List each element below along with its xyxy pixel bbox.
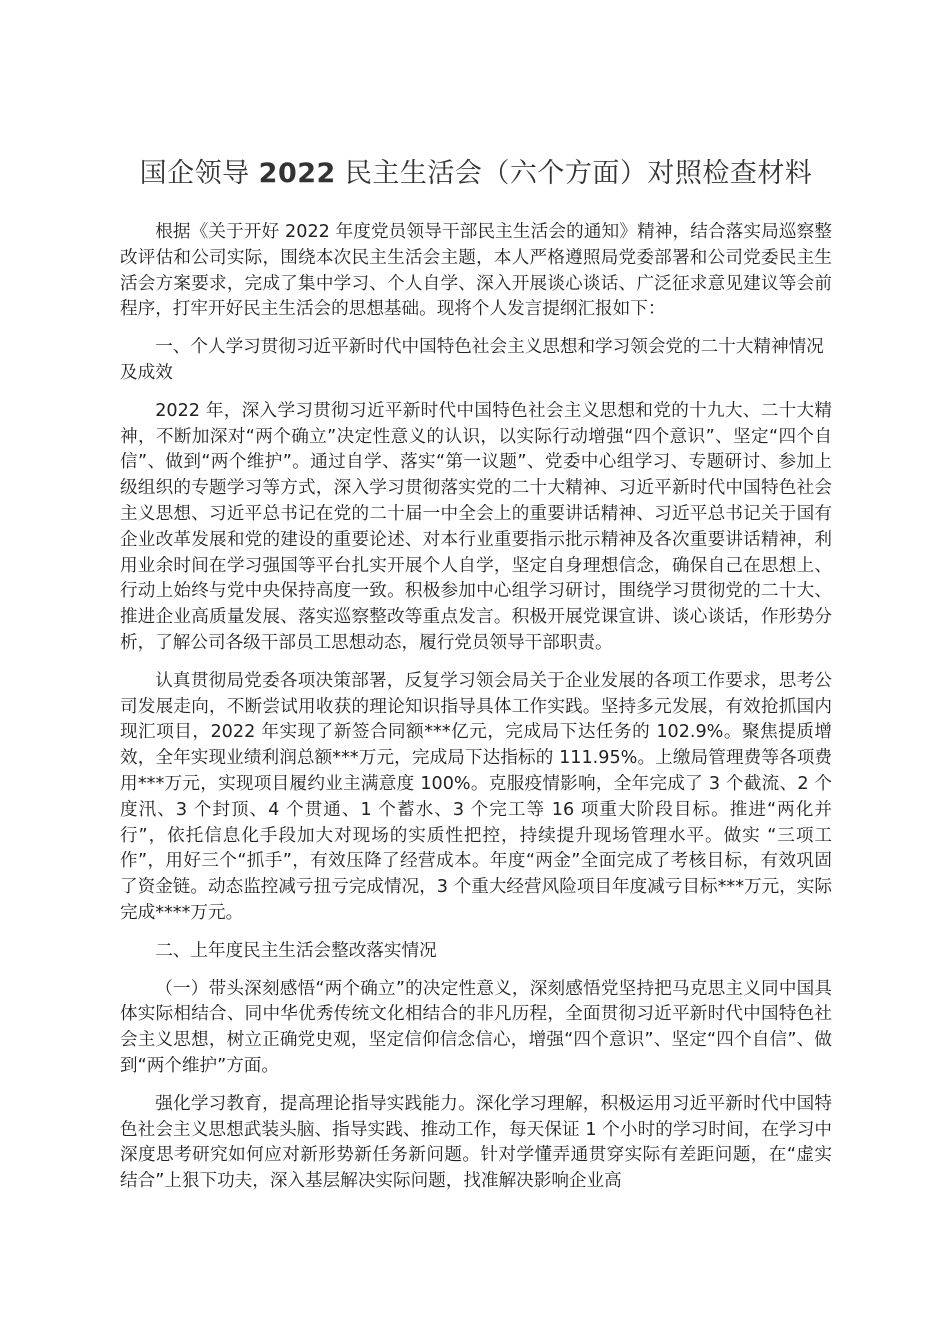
section-2-paragraph-1: （一）带头深刻感悟“两个确立”的决定性意义，深刻感悟党坚持把马克思主义同中国具体实际相结合、同中华优秀传统文化相结合的非凡历程，全面贯彻习近平新时代中国特色社会主义思想，树立正确党史观，坚定信仰信念信心，增强“四个意识”、坚定“四个自信”、做到“两个维护”方面。	[120, 978, 832, 1076]
section-2-heading: 二、上年度民主生活会整改落实情况	[155, 940, 437, 961]
document-title	[120, 150, 832, 198]
intro-paragraph: 根据《关于开好 2022 年度党员领导干部民主生活会的通知》精神，结合落实局巡察整改评估和公司实际，围绕本次民主生活会主题，本人严格遵照局党委部署和公司党委民主生活会方案要求，完成了集中学习、个人自学、深入开展谈心谈话、广泛征求意见建议等会前程序，打牢开好民主生活会的思想基础。现将个人发言提纲汇报如下：	[120, 222, 832, 320]
title-year: 2022	[258, 158, 336, 189]
section-1-heading: 一、个人学习贯彻习近平新时代中国特色社会主义思想和学习领会党的二十大精神情况及成效	[120, 337, 824, 383]
section-2-paragraph-2: 强化学习教育，提高理论指导实践能力。深化学习理解，积极运用习近平新时代中国特色社会主义思想武装头脑、指导实践、推动工作，每天保证 1 个小时的学习时间，在学习中深度思考研究如何应对新形势新任务新问题。针对学懂弄通贯穿实际有差距问题，在“虚实结合”上狠下功夫，深入基层解决实际问题，找准解决影响企业高	[120, 1093, 832, 1192]
title-prefix: 国企领导	[139, 158, 259, 189]
document-page	[120, 150, 832, 1207]
title-suffix: 民主生活会（六个方面）对照检查材料	[335, 158, 813, 189]
section-1-paragraph-1: 2022 年，深入学习贯彻习近平新时代中国特色社会主义思想和党的十九大、二十大精神，不断加深对“两个确立”决定性意义的认识，以实际行动增强“四个意识”、坚定“四个自信”、做到“两个维护”。通过自学、落实“第一议题”、党委中心组学习、专题研讨、参加上级组织的专题学习等方式，深入学习贯彻落实党的二十大精神、习近平新时代中国特色社会主义思想、习近平总书记在党的二十届一中全会上的重要讲话精神、习近平总书记关于国有企业改革发展和党的建设的重要论述、对本行业重要指示批示精神及各次重要讲话精神，利用业余时间在学习强国等平台扎实开展个人自学，坚定自身理想信念，确保自己在思想上、行动上始终与党中央保持高度一致。积极参加中心组学习研讨，围绕学习贯彻党的二十大、推进企业高质量发展、落实巡察整改等重点发言。积极开展党课宣讲、谈心谈话，作形势分析，了解公司各级干部员工思想动态，履行党员领导干部职责。	[120, 400, 832, 653]
section-1-paragraph-2: 认真贯彻局党委各项决策部署，反复学习领会局关于企业发展的各项工作要求，思考公司发展走向，不断尝试用收获的理论知识指导具体工作实践。坚持多元发展，有效抢抓国内现汇项目，2022 年实现了新签合同额***亿元，完成局下达任务的 102.9%。聚焦提质增效，全年实现业绩利润总额***万元，完成局下达指标的 111.95%。上缴局管理费等各项费用***万元，实现项目履约业主满意度 100%。克服疫情影响，全年完成了 3 个截流、2 个度汛、3 个封顶、4 个贯通、1 个蓄水、3 个完工等 16 项重大阶段目标。推进“两化并行”，依托信息化手段加大对现场的实质性把控，持续提升现场管理水平。做实 “三项工作”，用好三个“抓手”，有效压降了经营成本。年度“两金”全面完成了考核目标，有效巩固了资金链。动态监控减亏扭亏完成情况，3 个重大经营风险项目年度减亏目标***万元，实际完成****万元。	[120, 670, 832, 923]
